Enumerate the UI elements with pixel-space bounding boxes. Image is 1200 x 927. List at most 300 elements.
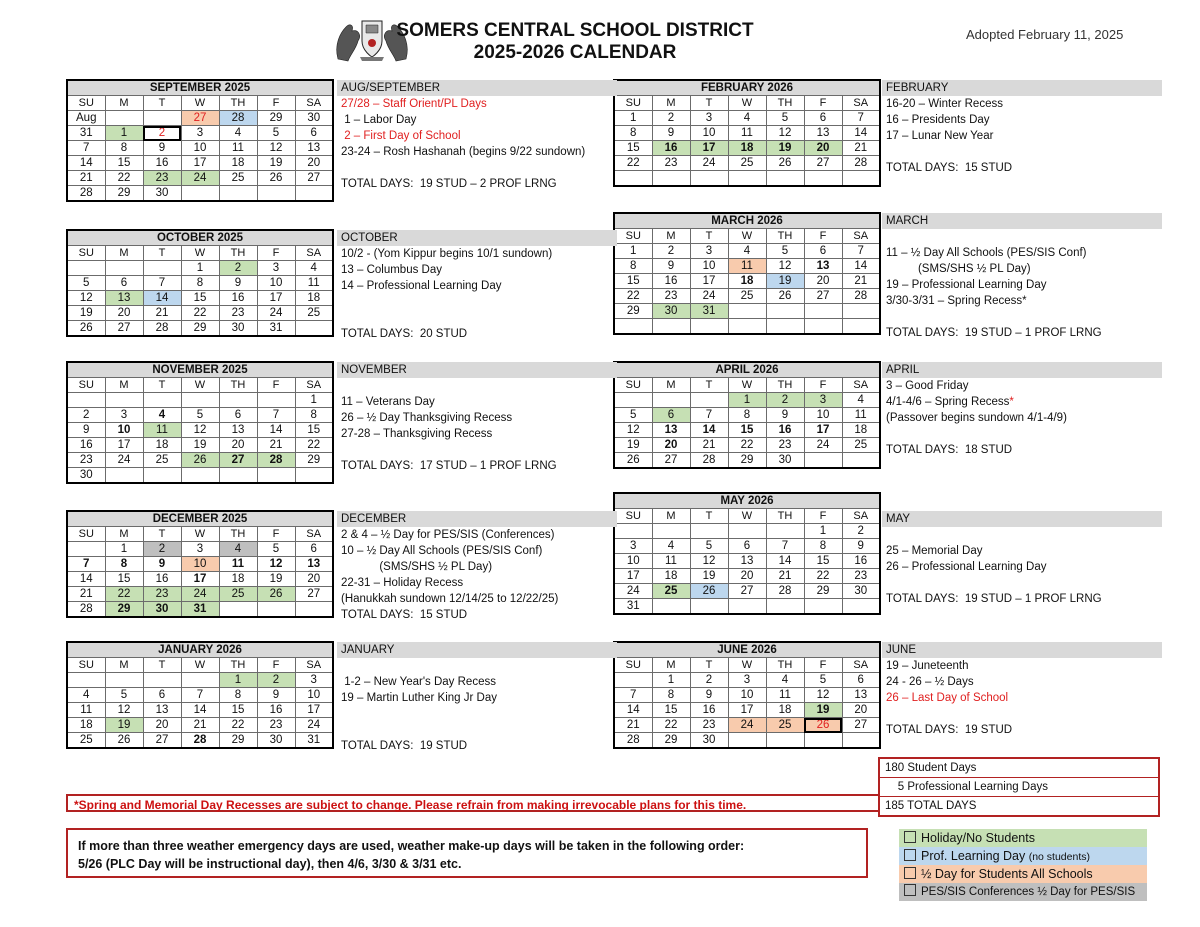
legend xyxy=(899,829,1147,901)
day-cell: 17 xyxy=(614,569,652,584)
day-cell: 14 xyxy=(257,423,295,438)
day-cell: 21 xyxy=(842,274,880,289)
month-total: TOTAL DAYS: 19 STUD – 1 PROF LRNG xyxy=(886,593,1102,605)
day-cell: 24 xyxy=(690,156,728,171)
day-cell: 26 xyxy=(614,453,652,469)
day-cell: 11 xyxy=(728,259,766,274)
day-cell: 25 xyxy=(766,718,804,733)
day-cell xyxy=(295,321,333,337)
calendar-february-2026 xyxy=(613,79,881,187)
day-cell xyxy=(257,393,295,408)
day-cell: 16 xyxy=(257,703,295,718)
day-cell: 22 xyxy=(614,289,652,304)
day-cell xyxy=(105,468,143,484)
day-cell: 27 xyxy=(105,321,143,337)
weekday-header: TH xyxy=(219,246,257,261)
day-cell: 25 xyxy=(295,306,333,321)
notes-header: DECEMBER xyxy=(337,511,617,527)
day-cell: 16 xyxy=(143,572,181,587)
day-cell: 7 xyxy=(143,276,181,291)
day-cell xyxy=(219,602,257,618)
day-cell: 19 xyxy=(181,438,219,453)
weekday-header: SU xyxy=(614,509,652,524)
day-cell: 25 xyxy=(728,156,766,171)
calendar-december-2025 xyxy=(66,510,334,618)
day-cell: 4 xyxy=(219,542,257,557)
notes-header: APRIL xyxy=(882,362,1162,378)
week-row xyxy=(67,126,333,141)
day-cell: 26 xyxy=(766,289,804,304)
day-cell: 1 xyxy=(614,244,652,259)
notes-header: JANUARY xyxy=(337,642,617,658)
note-line xyxy=(882,426,1162,442)
weekday-header: M xyxy=(105,96,143,111)
day-cell xyxy=(181,393,219,408)
day-cell: 29 xyxy=(804,584,842,599)
day-cell: 10 xyxy=(105,423,143,438)
day-cell: 21 xyxy=(67,587,105,602)
week-row xyxy=(614,171,880,187)
week-row xyxy=(614,289,880,304)
day-cell: 21 xyxy=(766,569,804,584)
day-cell xyxy=(219,186,257,202)
note-line: 27/28 – Staff Orient/PL Days xyxy=(341,98,487,110)
day-cell: 30 xyxy=(257,733,295,749)
day-cell: 16 xyxy=(842,554,880,569)
weekday-header: T xyxy=(690,658,728,673)
note-line: 2 & 4 – ½ Day for PES/SIS (Conferences) xyxy=(341,529,555,541)
day-cell: 20 xyxy=(728,569,766,584)
weekday-header: TH xyxy=(766,96,804,111)
day-cell: 28 xyxy=(842,156,880,171)
day-cell xyxy=(143,393,181,408)
note-line: 4/1-4/6 – Spring Recess* xyxy=(886,396,1014,408)
weekday-header: SA xyxy=(842,378,880,393)
day-cell xyxy=(804,319,842,335)
weekday-header: W xyxy=(728,96,766,111)
week-row xyxy=(67,673,333,688)
day-cell xyxy=(257,602,295,618)
day-cell: 8 xyxy=(614,259,652,274)
legend-label: ½ Day for Students All Schools xyxy=(921,867,1093,881)
week-row xyxy=(67,572,333,587)
month-title: FEBRUARY 2026 xyxy=(614,80,880,96)
weekday-header: TH xyxy=(766,509,804,524)
day-cell: 24 xyxy=(181,587,219,602)
day-cell: 5 xyxy=(766,244,804,259)
day-cell: 8 xyxy=(295,408,333,423)
day-cell: 29 xyxy=(181,321,219,337)
notes-header: MAY xyxy=(882,511,1162,527)
weekday-header: SU xyxy=(67,96,105,111)
day-cell: 13 xyxy=(804,126,842,141)
note-line: 19 – Martin Luther King Jr Day xyxy=(341,692,497,704)
legend-item xyxy=(899,829,1147,847)
day-cell: 14 xyxy=(143,291,181,306)
day-cell: 24 xyxy=(295,718,333,733)
day-cell xyxy=(766,599,804,615)
day-cell: 10 xyxy=(728,688,766,703)
day-cell: 22 xyxy=(105,171,143,186)
day-cell xyxy=(804,599,842,615)
day-cell: 16 xyxy=(67,438,105,453)
day-cell xyxy=(105,261,143,276)
day-cell xyxy=(105,393,143,408)
day-cell: 19 xyxy=(105,718,143,733)
day-cell: 5 xyxy=(766,111,804,126)
weekday-header: T xyxy=(690,509,728,524)
day-cell: 2 xyxy=(652,244,690,259)
day-cell: 23 xyxy=(652,289,690,304)
day-cell: 22 xyxy=(219,718,257,733)
day-cell xyxy=(842,319,880,335)
calendar-october-2025 xyxy=(66,229,334,337)
day-cell: 18 xyxy=(67,718,105,733)
day-cell: 15 xyxy=(219,703,257,718)
month-title: JUNE 2026 xyxy=(614,642,880,658)
weekday-header: T xyxy=(690,229,728,244)
notes-header: JUNE xyxy=(882,642,1162,658)
weekday-header: TH xyxy=(766,378,804,393)
week-row xyxy=(614,688,880,703)
day-cell: 23 xyxy=(766,438,804,453)
day-cell xyxy=(143,673,181,688)
note-line: 26 – Professional Learning Day xyxy=(886,561,1047,573)
day-cell: 23 xyxy=(67,453,105,468)
day-cell: 1 xyxy=(804,524,842,539)
weekday-header: F xyxy=(257,378,295,393)
week-row xyxy=(67,733,333,749)
prof-learning-days-total: 5 Professional Learning Days xyxy=(880,778,1158,797)
weekday-header: SU xyxy=(614,378,652,393)
day-cell: 1 xyxy=(181,261,219,276)
day-cell: 22 xyxy=(614,156,652,171)
day-cell xyxy=(766,304,804,319)
day-cell: 9 xyxy=(842,539,880,554)
day-cell: 24 xyxy=(728,718,766,733)
week-row xyxy=(67,291,333,306)
day-cell: 12 xyxy=(690,554,728,569)
day-cell: 15 xyxy=(614,141,652,156)
day-cell: 22 xyxy=(652,718,690,733)
day-cell xyxy=(842,453,880,469)
day-cell: 5 xyxy=(614,408,652,423)
day-cell: 2 xyxy=(143,542,181,557)
day-cell: 6 xyxy=(804,244,842,259)
day-cell: 8 xyxy=(219,688,257,703)
total-days: 185 TOTAL DAYS xyxy=(885,800,977,812)
note-line xyxy=(882,229,1162,245)
week-row xyxy=(614,524,880,539)
day-cell xyxy=(652,393,690,408)
day-cell: 20 xyxy=(842,703,880,718)
day-cell xyxy=(652,171,690,187)
day-cell: 13 xyxy=(804,259,842,274)
day-cell: 10 xyxy=(690,259,728,274)
day-cell: 30 xyxy=(143,602,181,618)
weekday-header: TH xyxy=(219,527,257,542)
day-cell xyxy=(614,673,652,688)
note-line: (Passover begins sundown 4/1-4/9) xyxy=(886,412,1067,424)
week-row xyxy=(67,171,333,186)
day-cell: 6 xyxy=(219,408,257,423)
day-cell: 3 xyxy=(804,393,842,408)
week-row xyxy=(614,274,880,289)
weekday-header: TH xyxy=(219,658,257,673)
day-cell xyxy=(219,468,257,484)
month-total: TOTAL DAYS: 15 STUD xyxy=(341,609,468,621)
calendar-june-2026 xyxy=(613,641,881,749)
day-cell: 19 xyxy=(257,156,295,171)
weekday-header: SU xyxy=(614,96,652,111)
week-row xyxy=(614,438,880,453)
month-title: MARCH 2026 xyxy=(614,213,880,229)
day-cell: 28 xyxy=(257,453,295,468)
day-cell: 24 xyxy=(804,438,842,453)
day-cell: 29 xyxy=(614,304,652,319)
note-line: (Hanukkah sundown 12/14/25 to 12/22/25) xyxy=(341,593,559,605)
day-cell xyxy=(728,304,766,319)
calendar-year: 2025-2026 CALENDAR xyxy=(473,42,677,63)
day-cell: 1 xyxy=(105,542,143,557)
day-cell: 26 xyxy=(257,587,295,602)
day-cell: 30 xyxy=(766,453,804,469)
day-cell: 18 xyxy=(766,703,804,718)
note-line: 22-31 – Holiday Recess xyxy=(341,577,464,589)
week-row xyxy=(67,468,333,484)
day-cell: 27 xyxy=(804,289,842,304)
day-cell: 12 xyxy=(614,423,652,438)
checkbox-icon xyxy=(904,849,916,861)
day-cell: 14 xyxy=(67,156,105,171)
week-row xyxy=(614,259,880,274)
day-cell: 3 xyxy=(105,408,143,423)
note-line xyxy=(882,309,1162,325)
day-cell: 8 xyxy=(105,141,143,156)
day-cell: 11 xyxy=(219,141,257,156)
day-cell: 4 xyxy=(766,673,804,688)
day-cell: 20 xyxy=(652,438,690,453)
day-cell xyxy=(181,468,219,484)
day-cell: 12 xyxy=(804,688,842,703)
week-row xyxy=(614,319,880,335)
month-total: TOTAL DAYS: 17 STUD – 1 PROF LRNG xyxy=(341,460,557,472)
week-row xyxy=(614,703,880,718)
day-cell: 20 xyxy=(295,156,333,171)
day-cell: 6 xyxy=(804,111,842,126)
day-cell: 6 xyxy=(295,542,333,557)
weekday-header: M xyxy=(652,96,690,111)
week-row xyxy=(67,703,333,718)
day-cell xyxy=(766,171,804,187)
week-row xyxy=(67,587,333,602)
weekday-header: TH xyxy=(219,96,257,111)
week-row xyxy=(614,584,880,599)
day-cell: 27 xyxy=(842,718,880,733)
week-row xyxy=(614,244,880,259)
weekday-header: M xyxy=(652,658,690,673)
day-cell: 29 xyxy=(105,602,143,618)
notes-december xyxy=(337,511,617,623)
day-cell: 7 xyxy=(690,408,728,423)
day-cell: 31 xyxy=(690,304,728,319)
day-cell: 19 xyxy=(804,703,842,718)
day-cell: 26 xyxy=(690,584,728,599)
weekday-header: W xyxy=(728,509,766,524)
weekday-header: W xyxy=(728,658,766,673)
day-cell: 10 xyxy=(181,141,219,156)
day-cell xyxy=(728,171,766,187)
day-cell: 14 xyxy=(614,703,652,718)
weather-makeup-notice xyxy=(66,828,868,878)
day-cell xyxy=(652,524,690,539)
week-row xyxy=(614,718,880,733)
recess-change-warning: *Spring and Memorial Day Recesses are subject to change. Please refrain from making irrevocable plans for this time. xyxy=(66,794,878,812)
day-cell xyxy=(181,186,219,202)
day-cell: 5 xyxy=(690,539,728,554)
day-cell: 13 xyxy=(295,557,333,572)
weekday-header: SA xyxy=(295,658,333,673)
note-line: 11 – Veterans Day xyxy=(341,396,435,408)
day-cell: 27 xyxy=(295,587,333,602)
month-title: NOVEMBER 2025 xyxy=(67,362,333,378)
notes-october xyxy=(337,230,617,342)
day-cell: 12 xyxy=(766,126,804,141)
day-cell: 9 xyxy=(67,423,105,438)
totals-box xyxy=(878,757,1160,817)
day-cell: 11 xyxy=(652,554,690,569)
calendar-september-2025 xyxy=(66,79,334,202)
day-cell: 7 xyxy=(67,557,105,572)
day-cell: 5 xyxy=(105,688,143,703)
day-cell xyxy=(257,186,295,202)
weekday-header: M xyxy=(105,527,143,542)
day-cell xyxy=(143,468,181,484)
note-line: 14 – Professional Learning Day xyxy=(341,280,502,292)
note-line xyxy=(337,160,617,176)
day-cell: 29 xyxy=(652,733,690,749)
day-cell: 23 xyxy=(257,718,295,733)
notes-june xyxy=(882,642,1162,738)
day-cell: 25 xyxy=(219,171,257,186)
day-cell: 3 xyxy=(181,126,219,141)
day-cell: 21 xyxy=(842,141,880,156)
day-cell: 18 xyxy=(652,569,690,584)
day-cell: 9 xyxy=(766,408,804,423)
day-cell xyxy=(295,602,333,618)
week-row xyxy=(614,156,880,171)
month-title: MAY 2026 xyxy=(614,493,880,509)
month-total: TOTAL DAYS: 19 STUD xyxy=(341,740,468,752)
note-line: (SMS/SHS ½ PL Day) xyxy=(341,561,493,573)
note-line xyxy=(882,575,1162,591)
weekday-header: F xyxy=(804,96,842,111)
week-row xyxy=(614,733,880,749)
day-cell: 2 xyxy=(652,111,690,126)
note-line xyxy=(337,442,617,458)
weekday-header: SA xyxy=(295,527,333,542)
day-cell: 14 xyxy=(842,126,880,141)
day-cell: 24 xyxy=(181,171,219,186)
weekday-header: TH xyxy=(766,658,804,673)
day-cell: 18 xyxy=(295,291,333,306)
week-row xyxy=(67,276,333,291)
month-total: TOTAL DAYS: 19 STUD xyxy=(886,724,1013,736)
day-cell: 31 xyxy=(67,126,105,141)
day-cell: 14 xyxy=(690,423,728,438)
day-cell: 22 xyxy=(804,569,842,584)
note-line xyxy=(337,378,617,394)
weekday-header: TH xyxy=(219,378,257,393)
day-cell xyxy=(614,171,652,187)
day-cell: 8 xyxy=(181,276,219,291)
adopted-date: Adopted February 11, 2025 xyxy=(966,27,1124,42)
weekday-header: M xyxy=(105,246,143,261)
day-cell: 20 xyxy=(804,274,842,289)
calendar-january-2026 xyxy=(66,641,334,749)
day-cell: 7 xyxy=(842,111,880,126)
day-cell xyxy=(842,733,880,749)
day-cell: 21 xyxy=(614,718,652,733)
day-cell: 21 xyxy=(67,171,105,186)
week-row xyxy=(67,111,333,126)
note-line: 3/30-3/31 – Spring Recess* xyxy=(886,295,1027,307)
weekday-header: SU xyxy=(67,246,105,261)
day-cell: 25 xyxy=(842,438,880,453)
week-row xyxy=(67,542,333,557)
day-cell: 8 xyxy=(728,408,766,423)
day-cell: 9 xyxy=(219,276,257,291)
day-cell: 10 xyxy=(181,557,219,572)
day-cell: 30 xyxy=(143,186,181,202)
note-line: 16 – Presidents Day xyxy=(886,114,990,126)
note-line xyxy=(882,144,1162,160)
day-cell: 25 xyxy=(67,733,105,749)
weekday-header: SA xyxy=(295,378,333,393)
month-total: TOTAL DAYS: 19 STUD – 2 PROF LRNG xyxy=(341,178,557,190)
day-cell: 24 xyxy=(105,453,143,468)
day-cell: Aug xyxy=(67,111,105,126)
calendar-november-2025 xyxy=(66,361,334,484)
week-row xyxy=(67,393,333,408)
week-row xyxy=(67,453,333,468)
day-cell: 18 xyxy=(219,572,257,587)
note-line: 19 – Juneteenth xyxy=(886,660,969,672)
month-title: JANUARY 2026 xyxy=(67,642,333,658)
day-cell: 4 xyxy=(728,244,766,259)
day-cell: 19 xyxy=(766,274,804,289)
day-cell: 15 xyxy=(804,554,842,569)
day-cell: 13 xyxy=(652,423,690,438)
day-cell: 7 xyxy=(842,244,880,259)
day-cell: 11 xyxy=(728,126,766,141)
week-row xyxy=(67,408,333,423)
week-row xyxy=(614,453,880,469)
note-line xyxy=(337,294,617,310)
weather-notice-line-1: If more than three weather emergency days are used, weather make-up days will be taken in the following order: xyxy=(78,839,745,853)
day-cell: 2 xyxy=(219,261,257,276)
day-cell xyxy=(690,524,728,539)
day-cell xyxy=(766,524,804,539)
day-cell: 26 xyxy=(766,156,804,171)
day-cell: 11 xyxy=(295,276,333,291)
weekday-header: SU xyxy=(67,378,105,393)
day-cell xyxy=(143,261,181,276)
legend-label: PES/SIS Conferences ½ Day for PES/SIS xyxy=(921,886,1136,898)
week-row xyxy=(614,141,880,156)
weekday-header: F xyxy=(804,378,842,393)
legend-label: Prof. Learning Day xyxy=(921,849,1029,863)
